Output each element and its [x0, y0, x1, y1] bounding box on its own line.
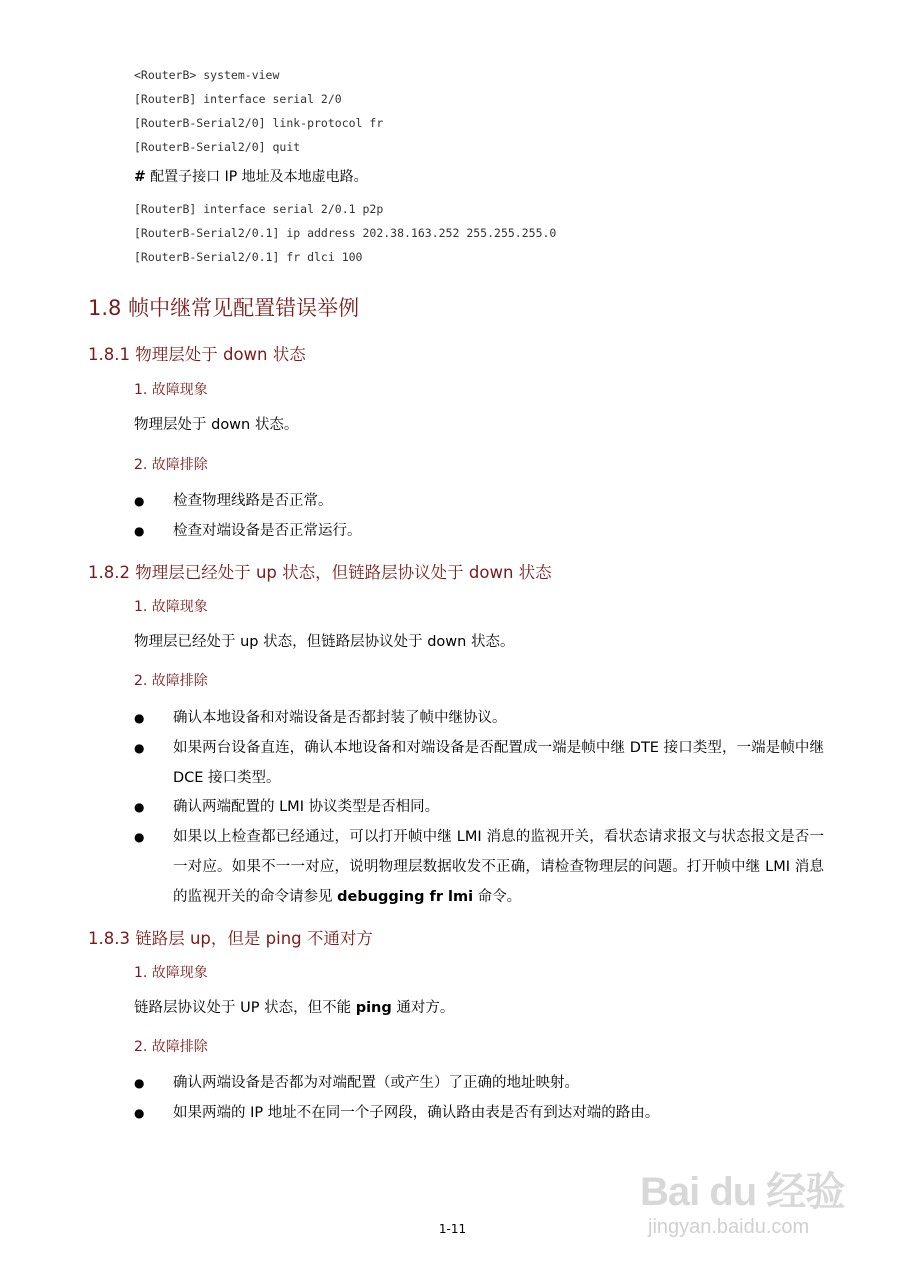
code-line: <RouterB> system-view — [134, 68, 280, 82]
watermark — [640, 1150, 860, 1250]
list-item-text: 确认两端设备是否都为对端配置（或产生）了正确的地址映射。 — [173, 1075, 579, 1091]
list-item-text: 确认本地设备和对端设备是否都封装了帧中继协议。 — [173, 710, 507, 726]
fix-label: 2. 故障排除 — [134, 1039, 208, 1055]
list-item-text: 确认两端配置的 LMI 协议类型是否相同。 — [173, 799, 440, 815]
list-item-text: 检查物理线路是否正常。 — [173, 493, 333, 509]
code-line: [RouterB] interface serial 2/0.1 p2p — [134, 202, 384, 216]
watermark-logo: Bai du 经验 — [640, 1170, 845, 1214]
section-title: 1.8 帧中继常见配置错误举例 — [88, 296, 360, 320]
code-line: [RouterB-Serial2/0] link-protocol fr — [134, 116, 384, 130]
bullet-icon: ● — [134, 830, 145, 844]
list-item — [134, 822, 824, 912]
symptom-text — [134, 996, 454, 1017]
list-item-text-part: 如果以上检查都已经通过，可以打开帧中继 LMI 消息的监视开关，看状态请求报文与状态报文是否一一对应。如果不一一对应，说明物理层数据收发不正确，请检查物理层的问题。打开帧中继 LMI 消息的监视开关的命令请参见 — [173, 829, 824, 905]
bullet-icon: ● — [134, 494, 145, 508]
code-line: [RouterB] interface serial 2/0 — [134, 92, 342, 106]
code-line: [RouterB-Serial2/0.1] fr dlci 100 — [134, 250, 363, 264]
list-item-text: 如果两端的 IP 地址不在同一个子网段，确认路由表是否有到达对端的路由。 — [173, 1105, 660, 1121]
list-item — [134, 703, 824, 733]
bullet-icon: ● — [134, 741, 145, 755]
bullet-icon: ● — [134, 1076, 145, 1090]
subsection-title-1-8-3: 1.8.3 链路层 up，但是 ping 不通对方 — [88, 929, 373, 948]
symptom-label: 1. 故障现象 — [134, 599, 208, 615]
list-item — [134, 1098, 824, 1128]
bullet-icon: ● — [134, 800, 145, 814]
bullet-icon: ● — [134, 1106, 145, 1120]
list-item — [134, 792, 824, 822]
page-number: 1-11 — [438, 1222, 467, 1236]
bullet-icon: ● — [134, 711, 145, 725]
fix-label: 2. 故障排除 — [134, 673, 208, 689]
symptom-text: 物理层处于 down 状态。 — [134, 417, 299, 433]
list-item — [134, 1068, 824, 1098]
code-line: [RouterB-Serial2/0] quit — [134, 140, 301, 154]
subsection-title-1-8-1: 1.8.1 物理层处于 down 状态 — [88, 345, 306, 364]
symptom-label: 1. 故障现象 — [134, 965, 208, 981]
config-note — [134, 166, 368, 186]
symptom-text: 物理层已经处于 up 状态，但链路层协议处于 down 状态。 — [134, 634, 515, 650]
list-item-text — [173, 822, 824, 912]
list-item-text: 如果两台设备直连，确认本地设备和对端设备是否配置成一端是帧中继 DTE 接口类型，一端是帧中继 DCE 接口类型。 — [173, 740, 824, 786]
list-item-text-part: 命令。 — [473, 889, 522, 905]
watermark-url: jingyan.baidu.com — [648, 1216, 810, 1238]
note-hash: # — [134, 169, 146, 185]
subsection-title-1-8-2: 1.8.2 物理层已经处于 up 状态，但链路层协议处于 down 状态 — [88, 563, 552, 582]
list-item — [134, 733, 824, 793]
symptom-label: 1. 故障现象 — [134, 382, 208, 398]
code-line: [RouterB-Serial2/0.1] ip address 202.38.163.252 255.255.255.0 — [134, 226, 557, 240]
command-name: debugging fr lmi — [337, 889, 474, 905]
list-item — [134, 516, 824, 546]
note-text: 配置子接口 IP 地址及本地虚电路。 — [145, 169, 368, 185]
symptom-text-part: 链路层协议处于 UP 状态，但不能 — [134, 1000, 356, 1016]
symptom-text-part: 通对方。 — [391, 1000, 455, 1016]
bullet-icon: ● — [134, 524, 145, 538]
list-item — [134, 486, 824, 516]
list-item-text: 检查对端设备是否正常运行。 — [173, 523, 362, 539]
command-name: ping — [355, 1000, 392, 1016]
fix-label: 2. 故障排除 — [134, 457, 208, 473]
